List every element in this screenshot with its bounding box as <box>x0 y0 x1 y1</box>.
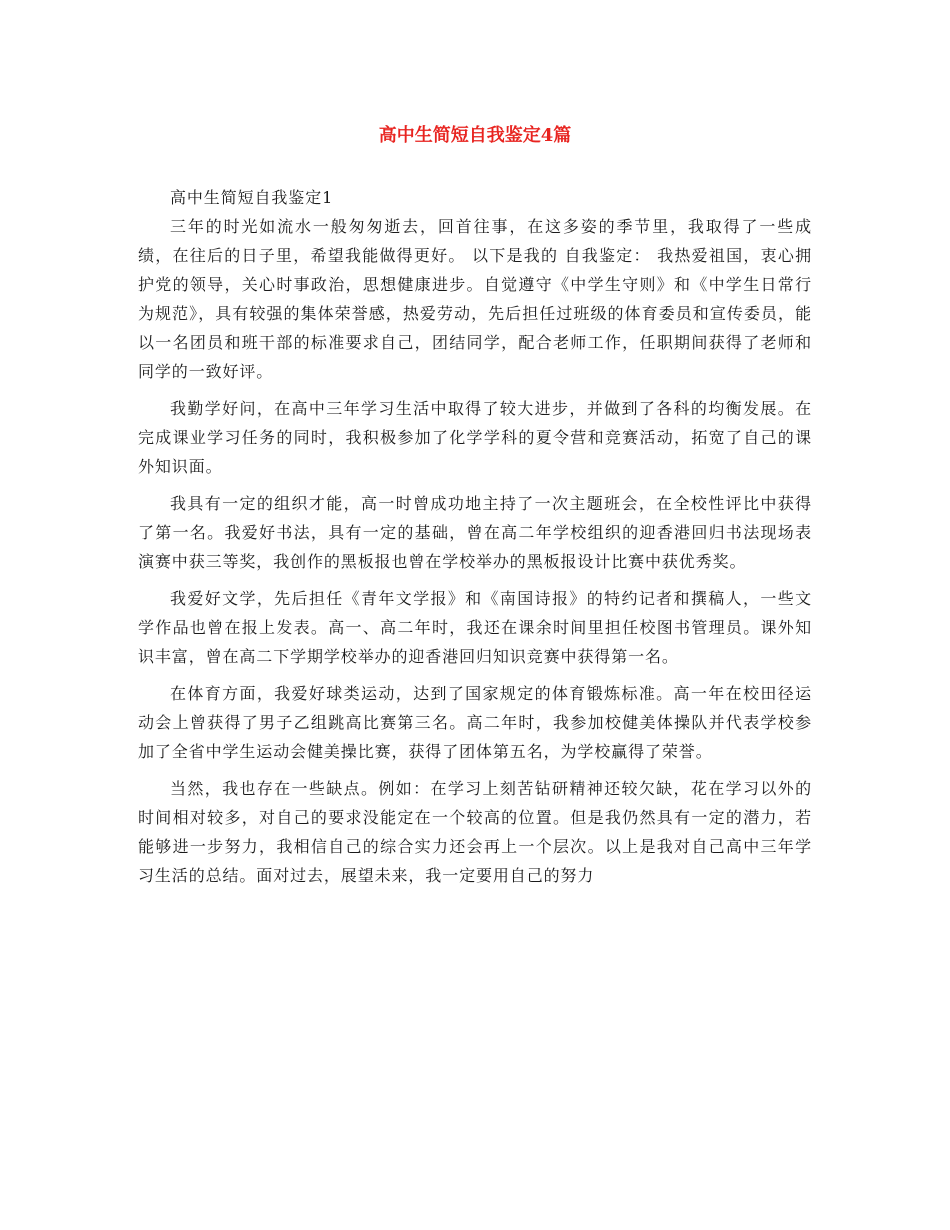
paragraph-1: 三年的时光如流水一般匆匆逝去，回首往事，在这多姿的季节里，我取得了一些成绩，在往后的日子里，希望我能做得更好。 以下是我的 自我鉴定： 我热爱祖国，衷心拥护党的领导，关心时事政治，思想健康进步。自觉遵守《中学生守则》和《中学生日常行为规范》，具有较强的集体荣誉感，热爱劳动，先后担任过班级的体育委员和宣传委员，能以一名团员和班干部的标准要求自己，团结同学，配合老师工作，任职期间获得了老师和同学的一致好评。 <box>138 217 812 381</box>
paragraph-4: 我爱好文学，先后担任《青年文学报》和《南国诗报》的特约记者和撰稿人，一些文学作品也曾在报上发表。高一、高二年时，我还在课余时间里担任校图书管理员。课外知识丰富，曾在高二下学期学校举办的迎香港回归知识竞赛中获得第一名。 <box>138 589 812 666</box>
paragraph-3: 我具有一定的组织才能，高一时曾成功地主持了一次主题班会，在全校性评比中获得了第一名。我爱好书法，具有一定的基础，曾在高二年学校组织的迎香港回归书法现场表演赛中获三等奖，我创作的黑板报也曾在学校举办的黑板报设计比赛中获优秀奖。 <box>138 494 812 571</box>
document-body <box>138 183 812 898</box>
paragraph-2: 我勤学好问，在高中三年学习生活中取得了较大进步，并做到了各科的均衡发展。在完成课业学习任务的同时，我积极参加了化学学科的夏令营和竞赛活动，拓宽了自己的课外知识面。 <box>138 399 812 476</box>
document-title: 高中生简短自我鉴定4篇 <box>378 125 572 146</box>
section-heading: 高中生简短自我鉴定1 <box>170 188 334 207</box>
paragraph-6: 当然，我也存在一些缺点。例如：在学习上刻苦钻研精神还较欠缺，花在学习以外的时间相对较多，对自己的要求没能定在一个较高的位置。但是我仍然具有一定的潜力，若能够进一步努力，我相信自己的综合实力还会再上一个层次。以上是我对自己高中三年学习生活的总结。面对过去，展望未来，我一定要用自己的努力 <box>138 779 812 885</box>
paragraph-5: 在体育方面，我爱好球类运动，达到了国家规定的体育锻炼标准。高一年在校田径运动会上曾获得了男子乙组跳高比赛第三名。高二年时，我参加校健美体操队并代表学校参加了全省中学生运动会健美操比赛，获得了团体第五名，为学校赢得了荣誉。 <box>138 684 812 761</box>
